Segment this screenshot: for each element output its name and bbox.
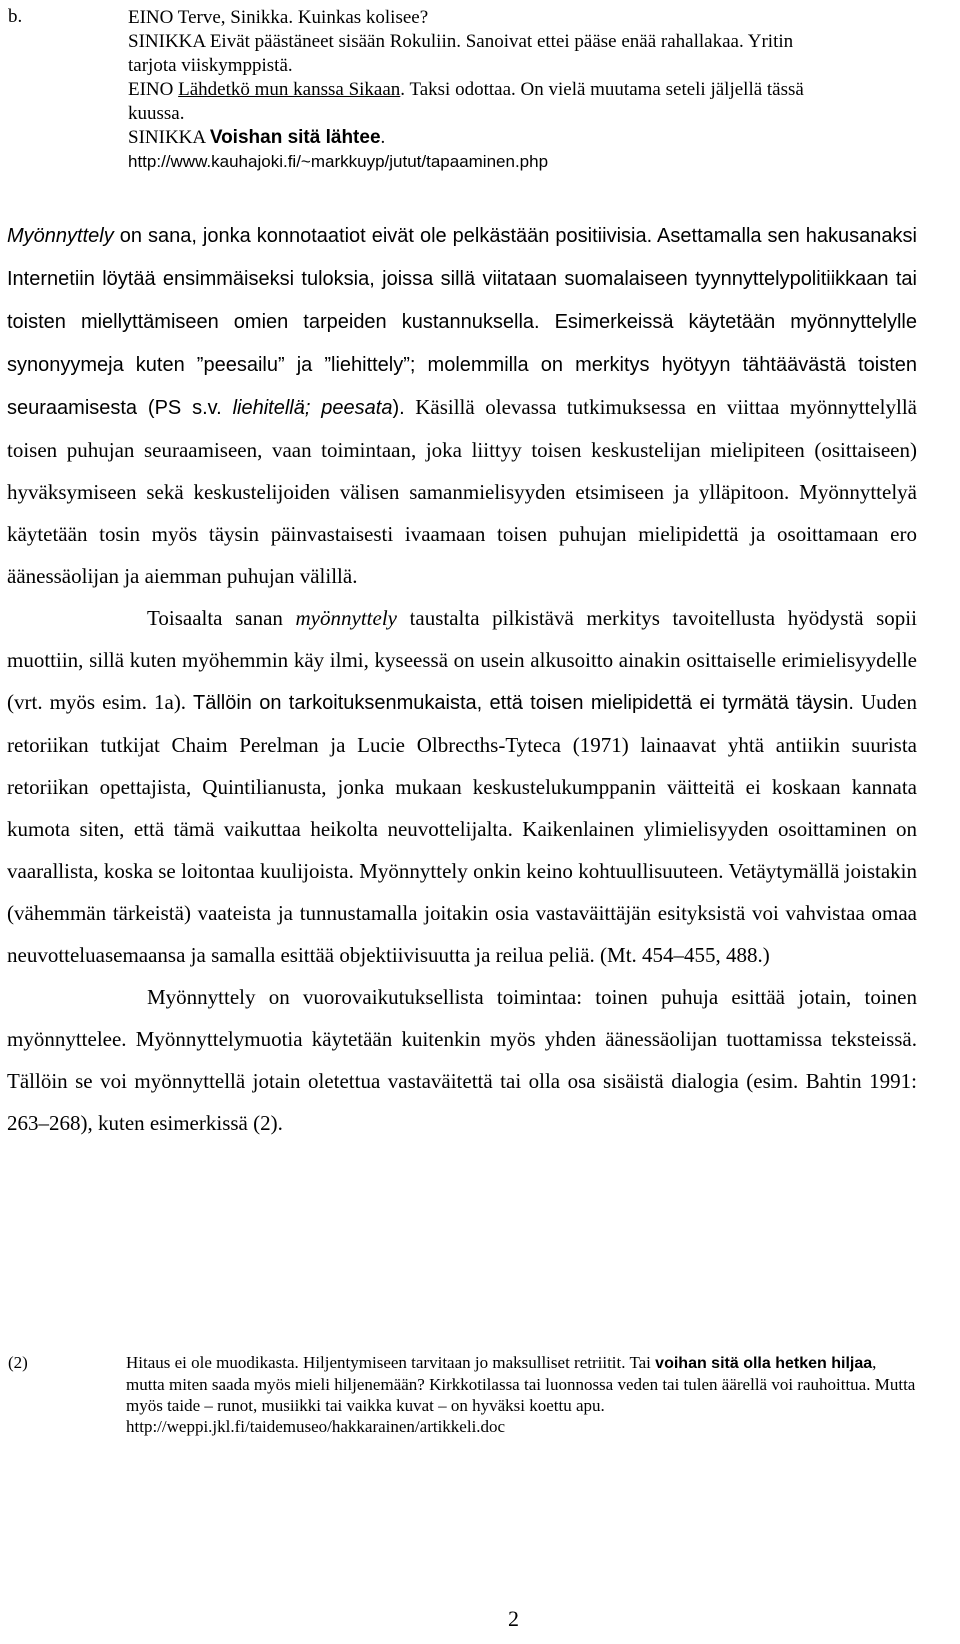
line-text: .	[380, 127, 386, 148]
italic-text: liehitellä; peesata	[232, 397, 393, 419]
footnote-sentence: Hitaus ei ole muodikasta. Hiljentymiseen tarvitaan jo maksulliset retriitit. Tai	[126, 1353, 656, 1372]
dialogue-line	[128, 6, 928, 30]
sentence: taustalta pilkistävä merkitys tavoitellusta hyödystä sopii muottiin, sillä kuten myöhemmin käy ilmi, kyseessä on usein alkusoitto ainakin osittaiselle erimielisyydelle (vrt. myös esim. 1a).	[7, 606, 917, 714]
paragraph-2	[7, 597, 917, 976]
paragraph-3: Myönnyttely on vuorovaikutuksellista toimintaa: toinen puhuja esittää jotain, toinen myönnyttelee. Myönnyttelymuotia käytetään kuitenkin myös yhden äänessäolijan tuottamissa teksteissä. Tällöin se voi myönnyttellä jotain oletettua vastaväitettä tai olla osa sisäistä dialogia (esim. Bahtin 1991: 263–268), kuten esimerkissä (2).	[7, 985, 917, 1135]
sentence: Tällöin on tarkoituksenmukaista, että toisen mielipidettä ei tyrmätä täysin.	[186, 692, 854, 714]
dialogue-line	[128, 126, 928, 150]
dialogue-line: kuussa.	[128, 103, 185, 124]
sentence: Uuden retoriikan tutkijat Chaim Perelman ja Lucie Olbrecths-Tyteca (1971) lainaavat yhtä antiikin suurista retoriikan opettajista, Quintilianusta, jonka mukaan keskustelukumppanin väitteitä ei koskaan kannata kumota siten, että tämä vaikuttaa heikolta neuvottelijalta. Kaikenlainen ylimielisyyden osoittaminen on vaarallista, koska se loitontaa kuulijoista. Myönnyttely onkin keino kohtuullisuuteen. Vetäytymällä joistakin (vähemmän tärkeistä) vaateista ja tunnustamalla joitakin osia vastaväittäjän esityksistä voi vahvistaa omaa neuvotteluasemaansa ja samalla esittää objektiivisuutta ja reilua peliä. (Mt. 454–455, 488.)	[7, 690, 917, 967]
bold-text: Voishan sitä lähtee	[209, 127, 381, 148]
example-url: http://www.kauhajoki.fi/~markkuyp/jutut/tapaaminen.php	[128, 152, 549, 171]
footnote-bold: voihan sitä olla hetken hiljaa	[655, 1355, 873, 1372]
sentence: Toisaalta sanan	[147, 606, 296, 630]
speaker-sinikka: SINIKKA	[128, 31, 206, 52]
line-text: Eivät päästäneet sisään Rokuliin. Sanoivat ettei pääse enää rahallakaa. Yritin	[205, 31, 794, 52]
underlined-text: Lähdetkö mun kanssa Sikaan	[178, 79, 401, 100]
speaker-eino: EINO	[128, 79, 174, 100]
term-italic: Myönnyttely	[7, 225, 114, 247]
body-text	[7, 214, 917, 1144]
sentence: Käsillä olevassa tutkimuksessa en viittaa myönnyttelyllä toisen puhujan seuraamiseen, vaan toimintaan, joka liittyy toisen keskustelijan mielipiteen (osittaiseen) hyväksymiseen sekä keskustelijoiden välisen samanmielisyyden etsimiseen ja ylläpitoon. Myönnyttelyä käytetään tosin myös täysin päinvastaisesti ivaamaan toisen puhujan mielipidettä ja osoittamaan ero äänessäolijan ja aiemman puhujan välillä.	[7, 395, 918, 588]
sentence: Asettamalla sen hakusanaksi Internetiin löytää ensimmäiseksi tuloksia, joissa sillä viitataan suomalaiseen tyynnyttelypolitiikkaan tai toisten miellyttämiseen omien tarpeiden kustannuksella. Esimerkeissä käytetään myönnyttelylle synonyymeja kuten ”peesailu” ja ”liehittely”; molemmilla on merkitys hyötyyn tähtäävästä toisten seuraamisesta (PS s.v.	[7, 225, 917, 419]
footnote-text	[126, 1352, 916, 1437]
term-italic: myönnyttely	[295, 606, 397, 630]
line-text: . Taksi odottaa. On vielä muutama seteli jäljellä tässä	[400, 79, 804, 100]
example-dialogue	[128, 6, 928, 174]
sentence: on sana, jonka konnotaatiot eivät ole pelkästään positiivisia.	[113, 225, 653, 247]
dialogue-line	[128, 78, 928, 102]
footnote-sentence: , mutta miten saada myös mieli hiljenemään? Kirkkotilassa tai luonnossa veden tai tulen äärellä voi rauhoittua. Mutta myös taide – runot, musiikki tai vaikka kuvat – on hyväksi koettu apu.	[126, 1353, 916, 1415]
sentence: ).	[392, 397, 405, 419]
footnote-number: (2)	[8, 1353, 28, 1372]
footnote-url: http://weppi.jkl.fi/taidemuseo/hakkarainen/artikkeli.doc	[126, 1417, 506, 1436]
paragraph-1	[7, 214, 917, 597]
speaker-eino: EINO	[128, 7, 174, 28]
page-number: 2	[508, 1606, 519, 1631]
dialogue-line	[128, 30, 928, 54]
dialogue-line: tarjota viiskymppistä.	[128, 55, 293, 76]
speaker-sinikka: SINIKKA	[128, 127, 206, 148]
example-letter: b.	[8, 6, 23, 27]
line-text: Terve, Sinikka. Kuinkas kolisee?	[173, 7, 429, 28]
